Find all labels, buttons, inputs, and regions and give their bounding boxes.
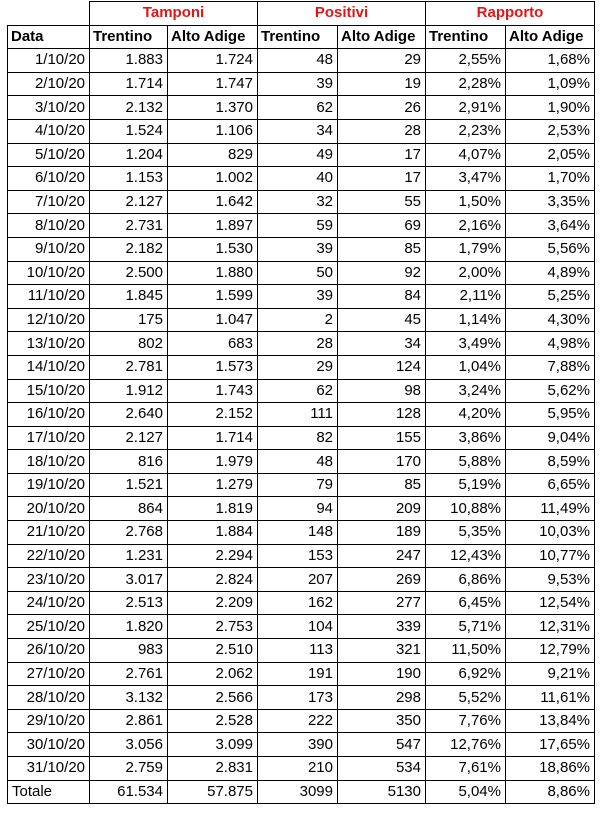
positivi-trentino-cell: 3099 [258,780,338,804]
tamponi-alto-adige-cell: 1.819 [168,497,258,521]
rapporto-trentino-cell: 5,19% [426,473,506,497]
rapporto-trentino-cell: 11,50% [426,639,506,663]
date-cell: 30/10/20 [8,733,90,757]
tamponi-alto-adige-cell: 1.530 [168,237,258,261]
tamponi-trentino-cell: 2.761 [90,662,168,686]
positivi-trentino-cell: 59 [258,214,338,238]
table-row [8,615,595,639]
positivi-alto-adige-cell: 26 [338,96,426,120]
rapporto-trentino-cell: 7,76% [426,709,506,733]
tamponi-alto-adige-cell: 1.002 [168,167,258,191]
column-header-rapporto-alto-adige: Alto Adige [506,25,595,49]
rapporto-alto-adige-cell: 11,61% [506,686,595,710]
positivi-trentino-cell: 39 [258,237,338,261]
date-cell: 31/10/20 [8,757,90,781]
positivi-alto-adige-cell: 17 [338,143,426,167]
tamponi-trentino-cell: 2.861 [90,709,168,733]
table-row [8,143,595,167]
rapporto-trentino-cell: 4,20% [426,403,506,427]
positivi-alto-adige-cell: 190 [338,662,426,686]
tamponi-alto-adige-cell: 1.743 [168,379,258,403]
positivi-alto-adige-cell: 55 [338,190,426,214]
positivi-alto-adige-cell: 124 [338,355,426,379]
column-header-row [8,25,595,49]
rapporto-alto-adige-cell: 9,21% [506,662,595,686]
rapporto-alto-adige-cell: 5,25% [506,285,595,309]
positivi-alto-adige-cell: 28 [338,119,426,143]
rapporto-trentino-cell: 6,86% [426,568,506,592]
positivi-trentino-cell: 162 [258,591,338,615]
date-cell: 21/10/20 [8,521,90,545]
rapporto-trentino-cell: 3,47% [426,167,506,191]
tamponi-alto-adige-cell: 1.599 [168,285,258,309]
tamponi-alto-adige-cell: 2.294 [168,544,258,568]
tamponi-alto-adige-cell: 1.747 [168,72,258,96]
tamponi-alto-adige-cell: 829 [168,143,258,167]
date-cell: 2/10/20 [8,72,90,96]
rapporto-trentino-cell: 2,91% [426,96,506,120]
positivi-trentino-cell: 62 [258,96,338,120]
rapporto-alto-adige-cell: 17,65% [506,733,595,757]
tamponi-alto-adige-cell: 2.062 [168,662,258,686]
tamponi-trentino-cell: 2.759 [90,757,168,781]
rapporto-alto-adige-cell: 4,89% [506,261,595,285]
column-header-positivi-alto-adige: Alto Adige [338,25,426,49]
table-row [8,96,595,120]
date-cell: 3/10/20 [8,96,90,120]
tamponi-trentino-cell: 1.153 [90,167,168,191]
table-row [8,426,595,450]
date-cell: 14/10/20 [8,355,90,379]
positivi-trentino-cell: 113 [258,639,338,663]
tamponi-trentino-cell: 816 [90,450,168,474]
table-row [8,119,595,143]
positivi-alto-adige-cell: 547 [338,733,426,757]
tamponi-alto-adige-cell: 1.880 [168,261,258,285]
tamponi-trentino-cell: 1.714 [90,72,168,96]
table-row [8,285,595,309]
positivi-alto-adige-cell: 17 [338,167,426,191]
table-row [8,72,595,96]
rapporto-alto-adige-cell: 2,53% [506,119,595,143]
tamponi-trentino-cell: 2.768 [90,521,168,545]
rapporto-trentino-cell: 2,55% [426,49,506,73]
positivi-alto-adige-cell: 29 [338,49,426,73]
positivi-alto-adige-cell: 34 [338,332,426,356]
rapporto-alto-adige-cell: 9,04% [506,426,595,450]
rapporto-trentino-cell: 2,00% [426,261,506,285]
table-row [8,355,595,379]
rapporto-alto-adige-cell: 5,95% [506,403,595,427]
positivi-alto-adige-cell: 189 [338,521,426,545]
table-row [8,308,595,332]
positivi-trentino-cell: 48 [258,450,338,474]
rapporto-alto-adige-cell: 3,64% [506,214,595,238]
tamponi-alto-adige-cell: 2.528 [168,709,258,733]
positivi-trentino-cell: 94 [258,497,338,521]
group-header-tamponi: Tamponi [90,2,258,26]
tamponi-trentino-cell: 175 [90,308,168,332]
group-header-rapporto: Rapporto [426,2,595,26]
table-row [8,639,595,663]
tamponi-trentino-cell: 1.820 [90,615,168,639]
rapporto-trentino-cell: 2,16% [426,214,506,238]
date-cell: 12/10/20 [8,308,90,332]
tamponi-alto-adige-cell: 57.875 [168,780,258,804]
positivi-alto-adige-cell: 92 [338,261,426,285]
positivi-alto-adige-cell: 170 [338,450,426,474]
positivi-alto-adige-cell: 534 [338,757,426,781]
date-cell: 19/10/20 [8,473,90,497]
date-cell: 20/10/20 [8,497,90,521]
rapporto-trentino-cell: 3,24% [426,379,506,403]
positivi-alto-adige-cell: 19 [338,72,426,96]
rapporto-trentino-cell: 1,79% [426,237,506,261]
rapporto-alto-adige-cell: 10,77% [506,544,595,568]
tamponi-alto-adige-cell: 1.897 [168,214,258,238]
positivi-trentino-cell: 79 [258,473,338,497]
date-cell: 13/10/20 [8,332,90,356]
tamponi-trentino-cell: 3.132 [90,686,168,710]
date-cell: 29/10/20 [8,709,90,733]
rapporto-alto-adige-cell: 1,70% [506,167,595,191]
positivi-alto-adige-cell: 155 [338,426,426,450]
table-row [8,757,595,781]
date-cell: 26/10/20 [8,639,90,663]
date-cell: 7/10/20 [8,190,90,214]
tamponi-alto-adige-cell: 683 [168,332,258,356]
rapporto-trentino-cell: 3,86% [426,426,506,450]
positivi-trentino-cell: 222 [258,709,338,733]
date-cell: 16/10/20 [8,403,90,427]
tamponi-alto-adige-cell: 1.370 [168,96,258,120]
covid-data-table [7,1,595,804]
table-row [8,521,595,545]
date-cell: Totale [8,780,90,804]
rapporto-trentino-cell: 5,35% [426,521,506,545]
tamponi-trentino-cell: 3.056 [90,733,168,757]
date-cell: 10/10/20 [8,261,90,285]
tamponi-trentino-cell: 2.781 [90,355,168,379]
positivi-trentino-cell: 2 [258,308,338,332]
tamponi-alto-adige-cell: 3.099 [168,733,258,757]
date-cell: 25/10/20 [8,615,90,639]
rapporto-trentino-cell: 5,71% [426,615,506,639]
tamponi-trentino-cell: 2.731 [90,214,168,238]
rapporto-alto-adige-cell: 4,98% [506,332,595,356]
tamponi-trentino-cell: 1.912 [90,379,168,403]
tamponi-trentino-cell: 3.017 [90,568,168,592]
rapporto-alto-adige-cell: 3,35% [506,190,595,214]
rapporto-trentino-cell: 1,04% [426,355,506,379]
table-row [8,662,595,686]
tamponi-trentino-cell: 2.127 [90,190,168,214]
tamponi-trentino-cell: 2.127 [90,426,168,450]
positivi-alto-adige-cell: 85 [338,237,426,261]
rapporto-trentino-cell: 5,04% [426,780,506,804]
positivi-trentino-cell: 49 [258,143,338,167]
date-cell: 8/10/20 [8,214,90,238]
date-cell: 4/10/20 [8,119,90,143]
spreadsheet [7,1,595,804]
rapporto-alto-adige-cell: 8,59% [506,450,595,474]
positivi-trentino-cell: 210 [258,757,338,781]
table-row [8,167,595,191]
rapporto-alto-adige-cell: 6,65% [506,473,595,497]
column-header-rapporto-trentino: Trentino [426,25,506,49]
rapporto-alto-adige-cell: 1,09% [506,72,595,96]
tamponi-trentino-cell: 2.500 [90,261,168,285]
tamponi-trentino-cell: 1.231 [90,544,168,568]
tamponi-trentino-cell: 2.132 [90,96,168,120]
rapporto-alto-adige-cell: 18,86% [506,757,595,781]
table-row [8,190,595,214]
tamponi-trentino-cell: 1.524 [90,119,168,143]
rapporto-alto-adige-cell: 12,79% [506,639,595,663]
tamponi-trentino-cell: 2.640 [90,403,168,427]
table-row [8,379,595,403]
table-row [8,686,595,710]
rapporto-trentino-cell: 3,49% [426,332,506,356]
positivi-trentino-cell: 34 [258,119,338,143]
positivi-trentino-cell: 111 [258,403,338,427]
tamponi-alto-adige-cell: 1.106 [168,119,258,143]
tamponi-alto-adige-cell: 1.047 [168,308,258,332]
group-header-blank [8,2,90,26]
tamponi-alto-adige-cell: 1.724 [168,49,258,73]
rapporto-alto-adige-cell: 5,56% [506,237,595,261]
rapporto-trentino-cell: 5,52% [426,686,506,710]
tamponi-trentino-cell: 61.534 [90,780,168,804]
rapporto-alto-adige-cell: 12,31% [506,615,595,639]
tamponi-alto-adige-cell: 1.884 [168,521,258,545]
positivi-alto-adige-cell: 84 [338,285,426,309]
date-cell: 6/10/20 [8,167,90,191]
rapporto-alto-adige-cell: 10,03% [506,521,595,545]
table-row [8,49,595,73]
tamponi-trentino-cell: 864 [90,497,168,521]
rapporto-trentino-cell: 7,61% [426,757,506,781]
positivi-alto-adige-cell: 69 [338,214,426,238]
positivi-trentino-cell: 207 [258,568,338,592]
tamponi-alto-adige-cell: 2.510 [168,639,258,663]
rapporto-trentino-cell: 12,43% [426,544,506,568]
tamponi-alto-adige-cell: 2.831 [168,757,258,781]
tamponi-trentino-cell: 1.845 [90,285,168,309]
rapporto-trentino-cell: 6,92% [426,662,506,686]
rapporto-trentino-cell: 1,50% [426,190,506,214]
rapporto-trentino-cell: 2,28% [426,72,506,96]
group-header-positivi: Positivi [258,2,426,26]
date-cell: 27/10/20 [8,662,90,686]
rapporto-alto-adige-cell: 8,86% [506,780,595,804]
positivi-trentino-cell: 153 [258,544,338,568]
column-header-positivi-trentino: Trentino [258,25,338,49]
rapporto-trentino-cell: 12,76% [426,733,506,757]
rapporto-alto-adige-cell: 7,88% [506,355,595,379]
tamponi-alto-adige-cell: 1.573 [168,355,258,379]
date-cell: 11/10/20 [8,285,90,309]
positivi-alto-adige-cell: 350 [338,709,426,733]
date-cell: 28/10/20 [8,686,90,710]
rapporto-alto-adige-cell: 1,68% [506,49,595,73]
rapporto-trentino-cell: 5,88% [426,450,506,474]
tamponi-trentino-cell: 1.204 [90,143,168,167]
tamponi-trentino-cell: 2.182 [90,237,168,261]
rapporto-alto-adige-cell: 9,53% [506,568,595,592]
tamponi-trentino-cell: 2.513 [90,591,168,615]
tamponi-alto-adige-cell: 1.979 [168,450,258,474]
positivi-trentino-cell: 48 [258,49,338,73]
total-row [8,780,595,804]
rapporto-alto-adige-cell: 4,30% [506,308,595,332]
table-row [8,733,595,757]
positivi-alto-adige-cell: 321 [338,639,426,663]
date-cell: 23/10/20 [8,568,90,592]
positivi-trentino-cell: 104 [258,615,338,639]
table-row [8,544,595,568]
date-cell: 17/10/20 [8,426,90,450]
positivi-alto-adige-cell: 85 [338,473,426,497]
rapporto-alto-adige-cell: 12,54% [506,591,595,615]
positivi-alto-adige-cell: 45 [338,308,426,332]
date-cell: 18/10/20 [8,450,90,474]
tamponi-trentino-cell: 802 [90,332,168,356]
date-cell: 1/10/20 [8,49,90,73]
date-cell: 24/10/20 [8,591,90,615]
positivi-trentino-cell: 28 [258,332,338,356]
rapporto-trentino-cell: 2,11% [426,285,506,309]
table-row [8,450,595,474]
positivi-trentino-cell: 29 [258,355,338,379]
positivi-alto-adige-cell: 269 [338,568,426,592]
rapporto-trentino-cell: 6,45% [426,591,506,615]
tamponi-alto-adige-cell: 2.753 [168,615,258,639]
positivi-trentino-cell: 40 [258,167,338,191]
table-row [8,261,595,285]
positivi-trentino-cell: 390 [258,733,338,757]
tamponi-trentino-cell: 1.883 [90,49,168,73]
tamponi-alto-adige-cell: 2.566 [168,686,258,710]
table-row [8,568,595,592]
positivi-trentino-cell: 39 [258,285,338,309]
rapporto-alto-adige-cell: 13,84% [506,709,595,733]
positivi-alto-adige-cell: 128 [338,403,426,427]
positivi-alto-adige-cell: 209 [338,497,426,521]
table-row [8,332,595,356]
tamponi-alto-adige-cell: 1.279 [168,473,258,497]
table-row [8,214,595,238]
group-header-row [8,2,595,26]
positivi-trentino-cell: 191 [258,662,338,686]
date-cell: 5/10/20 [8,143,90,167]
rapporto-trentino-cell: 2,23% [426,119,506,143]
column-header-tamponi-alto-adige: Alto Adige [168,25,258,49]
rapporto-trentino-cell: 4,07% [426,143,506,167]
positivi-trentino-cell: 32 [258,190,338,214]
column-header-tamponi-trentino: Trentino [90,25,168,49]
table-row [8,403,595,427]
date-cell: 15/10/20 [8,379,90,403]
positivi-trentino-cell: 50 [258,261,338,285]
tamponi-alto-adige-cell: 2.152 [168,403,258,427]
table-row [8,591,595,615]
tamponi-trentino-cell: 1.521 [90,473,168,497]
rapporto-alto-adige-cell: 2,05% [506,143,595,167]
date-cell: 9/10/20 [8,237,90,261]
positivi-alto-adige-cell: 339 [338,615,426,639]
rapporto-alto-adige-cell: 5,62% [506,379,595,403]
positivi-alto-adige-cell: 5130 [338,780,426,804]
column-header-data: Data [8,25,90,49]
tamponi-alto-adige-cell: 2.824 [168,568,258,592]
positivi-alto-adige-cell: 277 [338,591,426,615]
rapporto-alto-adige-cell: 1,90% [506,96,595,120]
tamponi-alto-adige-cell: 1.642 [168,190,258,214]
table-row [8,237,595,261]
positivi-alto-adige-cell: 98 [338,379,426,403]
rapporto-trentino-cell: 1,14% [426,308,506,332]
positivi-alto-adige-cell: 247 [338,544,426,568]
positivi-trentino-cell: 148 [258,521,338,545]
rapporto-trentino-cell: 10,88% [426,497,506,521]
table-row [8,497,595,521]
positivi-trentino-cell: 62 [258,379,338,403]
tamponi-alto-adige-cell: 1.714 [168,426,258,450]
positivi-trentino-cell: 173 [258,686,338,710]
rapporto-alto-adige-cell: 11,49% [506,497,595,521]
table-row [8,709,595,733]
table-row [8,473,595,497]
tamponi-trentino-cell: 983 [90,639,168,663]
positivi-trentino-cell: 82 [258,426,338,450]
positivi-alto-adige-cell: 298 [338,686,426,710]
positivi-trentino-cell: 39 [258,72,338,96]
date-cell: 22/10/20 [8,544,90,568]
tamponi-alto-adige-cell: 2.209 [168,591,258,615]
